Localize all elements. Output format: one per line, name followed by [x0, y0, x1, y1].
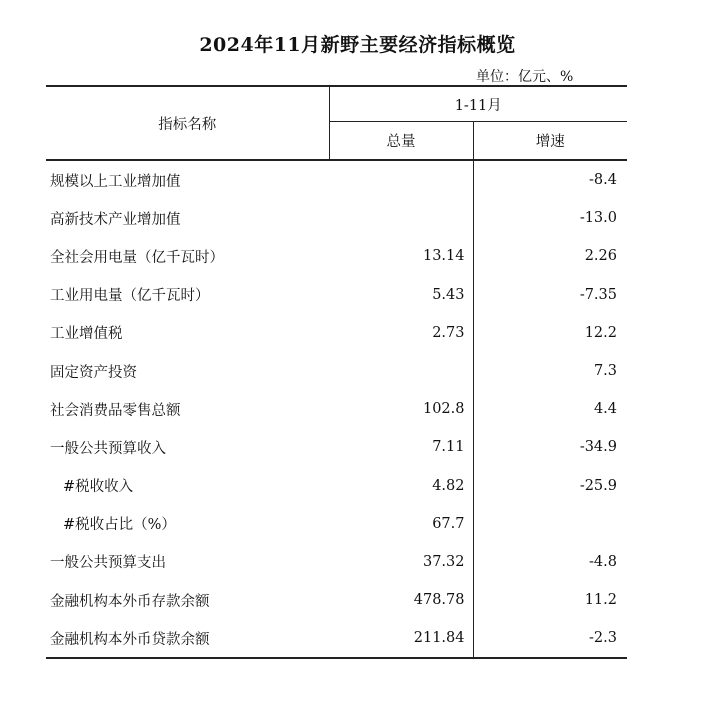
row-growth: 2.26 [584, 248, 617, 265]
row-growth: -2.3 [473, 619, 627, 658]
row-total: 37.32 [329, 543, 473, 581]
table-row [46, 314, 627, 352]
row-total: 478.78 [329, 581, 473, 619]
row-name: 工业用电量（亿千瓦时） [50, 288, 210, 305]
row-growth: -8.4 [589, 172, 617, 189]
row-name: 社会消费品零售总额 [50, 402, 181, 419]
row-growth: 11.2 [584, 592, 617, 609]
row-name: 金融机构本外币存款余额 [50, 593, 210, 610]
row-name: 一般公共预算支出 [50, 555, 166, 572]
indicator-table-container [46, 85, 627, 659]
row-name: 工业增值税 [50, 326, 123, 343]
table-row [46, 237, 627, 275]
table-row [46, 505, 627, 543]
row-total [329, 352, 473, 390]
row-growth: 7.3 [593, 363, 617, 380]
row-growth: -34.9 [579, 439, 617, 456]
row-growth: -13.0 [579, 210, 617, 227]
table-row [46, 199, 627, 237]
row-growth: -4.8 [589, 553, 617, 570]
table-row [46, 581, 627, 619]
row-total: 7.11 [329, 428, 473, 466]
table-row [46, 428, 627, 466]
row-growth: 4.4 [593, 401, 617, 418]
header-period: 1-11月 [329, 86, 627, 122]
row-name: 一般公共预算收入 [50, 440, 166, 457]
unit-note: 单位：亿元、% [476, 69, 574, 85]
row-name: #税收占比（%） [63, 517, 176, 534]
table-row [46, 276, 627, 314]
row-total: 4.82 [329, 467, 473, 505]
row-growth: -7.35 [579, 286, 617, 303]
row-name: 全社会用电量（亿千瓦时） [50, 249, 224, 266]
row-growth [473, 505, 627, 543]
row-name: #税收收入 [63, 479, 134, 496]
row-total: 13.14 [329, 237, 473, 275]
header-indicator: 指标名称 [46, 86, 329, 160]
header-total: 总量 [329, 122, 473, 161]
row-total [329, 160, 473, 199]
table-row [46, 619, 627, 658]
table-row [46, 352, 627, 390]
row-total [329, 199, 473, 237]
table-row [46, 160, 627, 199]
header-growth: 增速 [473, 122, 627, 161]
row-total: 67.7 [329, 505, 473, 543]
row-name: 高新技术产业增加值 [50, 211, 181, 228]
row-growth: 12.2 [584, 324, 617, 341]
row-total: 5.43 [329, 276, 473, 314]
table-row [46, 390, 627, 428]
row-total: 102.8 [329, 390, 473, 428]
indicator-table [46, 85, 627, 659]
row-name: 固定资产投资 [50, 364, 137, 381]
row-growth: -25.9 [579, 477, 617, 494]
row-total: 211.84 [329, 619, 473, 658]
table-row [46, 543, 627, 581]
row-name: 规模以上工业增加值 [50, 173, 181, 190]
row-name: 金融机构本外币贷款余额 [46, 619, 329, 658]
header-row-1 [46, 86, 627, 122]
table-row [46, 467, 627, 505]
row-total: 2.73 [329, 314, 473, 352]
page-title: 2024年11月新野主要经济指标概览 [199, 34, 516, 56]
